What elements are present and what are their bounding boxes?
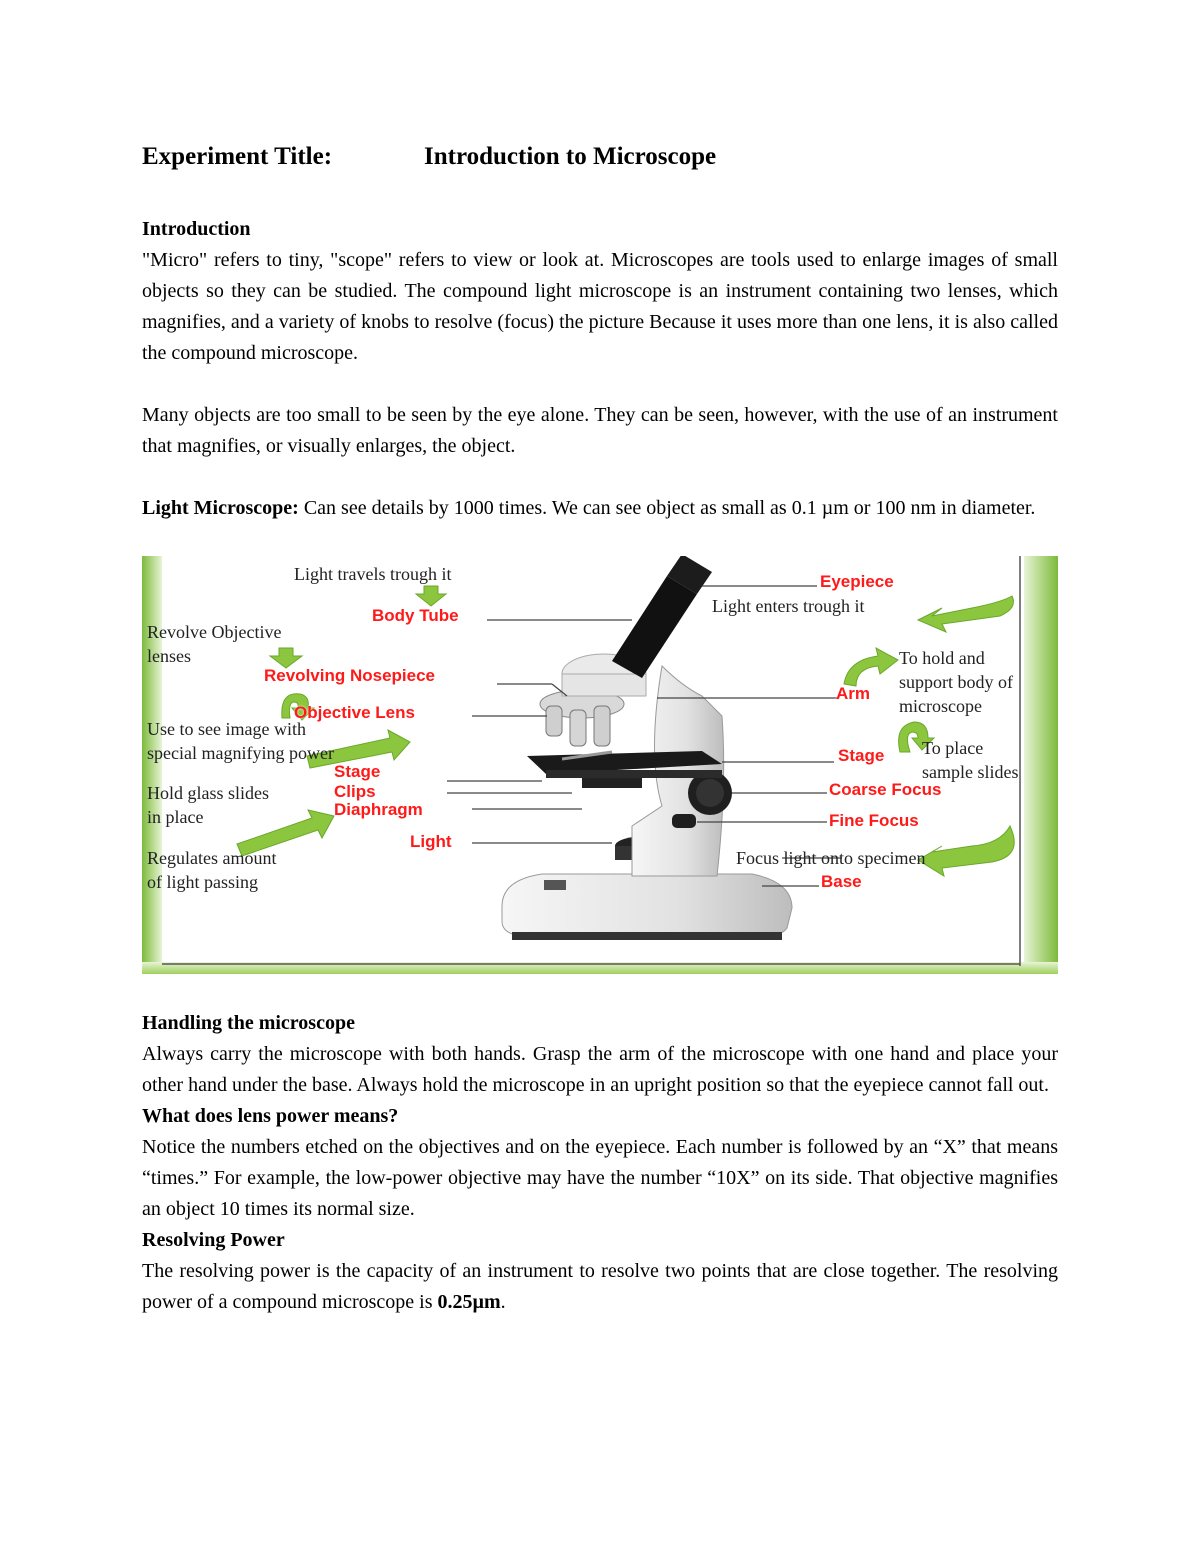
fine-focus-knob xyxy=(672,814,696,828)
label-coarse-focus: Coarse Focus xyxy=(829,780,942,799)
label-base: Base xyxy=(821,872,862,891)
microscope-head-body xyxy=(562,674,646,696)
label-arm: Arm xyxy=(836,684,871,703)
arrow-focus xyxy=(918,826,1014,876)
magnify-paragraph-section xyxy=(142,400,1058,462)
introduction-section xyxy=(142,214,1058,369)
note-support xyxy=(899,646,1013,718)
frame-right xyxy=(1024,556,1058,974)
handling-heading: Handling the microscope xyxy=(142,1012,355,1034)
note-light-travels: Light travels trough it xyxy=(294,564,452,584)
objective-2 xyxy=(570,710,586,746)
stage-edge xyxy=(546,770,722,778)
objective-1 xyxy=(546,706,562,736)
resolving-power-text: The resolving power is the capacity of an instrument to resolve two points that are close together. The resolving power of a compound microscope is xyxy=(142,1260,1058,1313)
label-revolving-nosepiece: Revolving Nosepiece xyxy=(264,666,436,685)
lens-power-heading: What does lens power means? xyxy=(142,1105,399,1127)
note-regulates-line1: Regulates amount xyxy=(147,848,277,868)
label-fine-focus: Fine Focus xyxy=(829,811,919,830)
base-feet xyxy=(512,932,782,940)
lower-sections xyxy=(142,1008,1058,1318)
lens-power-paragraph: Notice the numbers etched on the objectives and on the eyepiece. Each number is followed by an “X” that means “times.” For example, the low-power objective may have the number “10X” on its side. That objective magnifies an object 10 times its normal size. xyxy=(142,1136,1058,1220)
light-microscope-text: Can see details by 1000 times. We can see object as small as 0.1 µm or 100 nm in diameter. xyxy=(298,497,1036,519)
diaphragm-disc xyxy=(582,778,642,788)
resolving-power-heading: Resolving Power xyxy=(142,1229,285,1251)
body-tube xyxy=(612,576,697,678)
note-use-line1: Use to see image with xyxy=(147,719,306,739)
note-light-enters: Light enters trough it xyxy=(712,596,865,616)
note-revolve-line1: Revolve Objective xyxy=(147,622,282,642)
note-support-line1: To hold and xyxy=(899,648,985,668)
note-use-line2: special magnifying power xyxy=(147,743,334,763)
label-body-tube: Body Tube xyxy=(372,606,459,625)
note-use xyxy=(147,717,334,765)
note-hold-line1: Hold glass slides xyxy=(147,783,270,803)
note-hold-line2: in place xyxy=(147,807,204,827)
microscope-diagram xyxy=(142,556,1058,974)
label-objective-lens: Objective Lens xyxy=(294,703,415,722)
note-regulates xyxy=(147,846,276,894)
frame-left xyxy=(142,556,162,974)
title-value: Introduction to Microscope xyxy=(424,143,717,170)
resolving-power-paragraph xyxy=(142,1256,1058,1318)
introduction-paragraph: "Micro" refers to tiny, "scope" refers to view or look at. Microscopes are tools used to enlarge images of small objects so they can be studied. The compound light microscope is an instrument containing two lenses, which magnifies, and a variety of knobs to resolve (focus) the picture Because it uses more than one lens, it is also called the compound microscope. xyxy=(142,249,1058,364)
note-revolve xyxy=(147,620,281,668)
label-eyepiece: Eyepiece xyxy=(820,572,894,591)
note-place-line1: To place xyxy=(922,738,984,758)
resolving-power-value: 0.25µm xyxy=(437,1291,501,1313)
coarse-focus-knob-rim xyxy=(696,779,724,807)
label-diaphragm: Diaphragm xyxy=(334,800,423,819)
arrow-eyepiece xyxy=(918,596,1014,632)
introduction-heading: Introduction xyxy=(142,218,251,240)
light-microscope-paragraph xyxy=(142,493,1058,524)
label-stage-right: Stage xyxy=(838,746,885,765)
light-microscope-term: Light Microscope: xyxy=(142,497,299,519)
note-regulates-line2: of light passing xyxy=(147,872,258,892)
objective-3 xyxy=(594,706,610,746)
title-label: Experiment Title: xyxy=(142,143,333,170)
note-place-line2: sample slides xyxy=(922,762,1019,782)
handling-paragraph: Always carry the microscope with both hands. Grasp the arm of the microscope with one hand and place your other hand under the base. Always hold the microscope in an upright position so that the eyepiece cannot fall out. xyxy=(142,1043,1058,1096)
note-support-line2: support body of xyxy=(899,672,1013,692)
experiment-title xyxy=(142,143,717,171)
note-place xyxy=(922,736,1019,784)
light-microscope-section xyxy=(142,493,1058,524)
note-hold xyxy=(147,781,269,829)
microscope-illustration xyxy=(142,556,1058,974)
label-light: Light xyxy=(410,832,452,851)
label-clips: Clips xyxy=(334,782,376,801)
note-focus-light: Focus light onto specimen xyxy=(736,848,926,868)
green-arrows xyxy=(237,586,1014,876)
magnify-paragraph: Many objects are too small to be seen by the eye alone. They can be seen, however, with the use of an instrument that magnifies, or visually enlarges, the object. xyxy=(142,404,1058,457)
resolving-power-end: . xyxy=(500,1291,506,1313)
note-revolve-line2: lenses xyxy=(147,646,191,666)
arrow-arm xyxy=(844,648,898,686)
note-support-line3: microscope xyxy=(899,696,982,716)
arrow-body-tube xyxy=(416,586,446,606)
base-badge xyxy=(544,880,566,890)
label-stage-left: Stage xyxy=(334,762,381,781)
